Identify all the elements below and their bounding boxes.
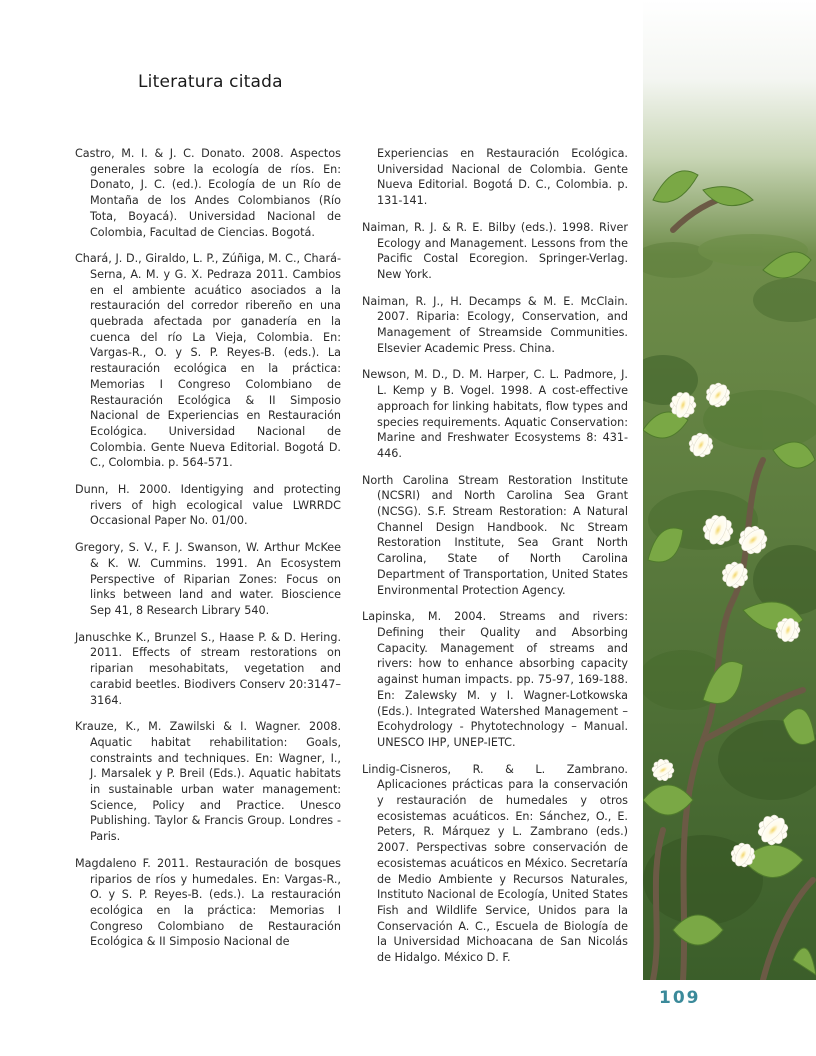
reference-entry: Lindig-Cisneros, R. & L. Zambrano. Aplicaciones prácticas para la conservación y restauración de humedales y otros ecosistemas acuáticos. En: Sánchez, O., E. Peters, R. Márquez y L. Zambrano (eds.) 2007. Perspectivas sobre conservación de ecosistemas acuáticos en México. Secretaría de Medio Ambiente y Recursos Naturales, Instituto Nacional de Ecología, United States Fish and Wildlife Service, Unidos para la Conservación A. C., Escuela de Biología de la Universidad Michoacana de San Nicolás de Hidalgo. México D. F. bbox=[362, 762, 628, 965]
reference-entry: Januschke K., Brunzel S., Haase P. & D. Hering. 2011. Effects of stream restorations on riparian mesohabitats, vegetation and carabid beetles. Biodivers Conserv 20:3147–3164. bbox=[75, 630, 341, 707]
reference-entry: Naiman, R. J. & R. E. Bilby (eds.). 1998. River Ecology and Management. Lessons from the Pacific Costal Ecoregion. Springer-Verlag. New York. bbox=[362, 220, 628, 281]
references-right-column bbox=[362, 146, 628, 977]
reference-entry: Magdaleno F. 2011. Restauración de bosques riparios de ríos y humedales. En: Vargas-R., O. y S. P. Reyes-B. (eds.). La restauración ecológica en la práctica: Memorias I Congreso Colombiano de Restauración Ecológica & II Simposio Nacional de bbox=[75, 856, 341, 949]
photo-illustration bbox=[643, 0, 816, 980]
reference-entry: Newson, M. D., D. M. Harper, C. L. Padmore, J. L. Kemp y B. Vogel. 1998. A cost-effective approach for linking habitats, flow types and species requirements. Aquatic Conservation: Marine and Freshwater Ecosystems 8: 431- 446. bbox=[362, 368, 628, 460]
references-left-column bbox=[75, 146, 341, 961]
reference-entry: North Carolina Stream Restoration Institute (NCSRI) and North Carolina Sea Grant (NCSG). S.F. Stream Restoration: A Natural Channel Design Handbook. Nc Stream Restoration Institute, Sea Grant North Carolina, State of North Carolina Department of Transportation, United States Environmental Protection Agency. bbox=[362, 473, 628, 597]
reference-entry: Lapinska, M. 2004. Streams and rivers: Defining their Quality and Absorbing Capacity. Management of streams and rivers: how to enhance absorbing capacity against human impacts. pp. 75-97, 169-188. En: Zalewsky M. y I. Wagner-Lotkowska (Eds.). Integrated Watershed Management – Ecohydrology - Phytotechnology – Manual. UNESCO IHP, UNEP-IETC. bbox=[362, 610, 628, 749]
reference-entry: Gregory, S. V., F. J. Swanson, W. Arthur McKee & K. W. Cummins. 1991. An Ecosystem Perspective of Riparian Zones: Focus on links between land and water. Bioscience Sep 41, 8 Research Library 540. bbox=[75, 541, 341, 617]
reference-entry: Chará, J. D., Giraldo, L. P., Zúñiga, M. C., Chará-Serna, A. M. y G. X. Pedraza 2011. Cambios en el ambiente acuático asociados a la restauración del corredor ribereño en una quebrada afectada por ganadería en la cuenca del río La Vieja, Colombia. En: Vargas-R., O. y S. P. Reyes-B. (eds.). La restauración ecológica en la práctica: Memorias I Congreso Colombiano de Restauración Ecológica & II Simposio Nacional de Experiencias en Restauración Ecológica. Universidad Nacional de Colombia. Gente Nueva Editorial. Bogotá D. C., Colombia. p. 564-571. bbox=[75, 252, 341, 470]
page-number: 109 bbox=[659, 988, 701, 1008]
reference-entry: Naiman, R. J., H. Decamps & M. E. McClain. 2007. Riparia: Ecology, Conservation, and Management of Streamside Communities. Elsevier Academic Press. China. bbox=[362, 294, 628, 355]
reference-entry: Dunn, H. 2000. Identigying and protecting rivers of high ecological value LWRRDC Occasional Paper No. 01/00. bbox=[75, 483, 341, 528]
reference-continuation: Experiencias en Restauración Ecológica. Universidad Nacional de Colombia. Gente Nueva Editorial. Bogotá D. C., Colombia. p. 131-141. bbox=[377, 147, 628, 208]
reference-entry: Krauze, K., M. Zawilski & I. Wagner. 2008. Aquatic habitat rehabilitation: Goals, constraints and techniques. En: Wagner, I., J. Marsalek y P. Breil (Eds.). Aquatic habitats in sustainable urban water management: Science, Policy and Practice. Unesco Publishing. Taylor & Francis Group. Londres - Paris. bbox=[75, 720, 341, 844]
plumeria-forest-photo bbox=[643, 0, 816, 980]
reference-entry: Castro, M. I. & J. C. Donato. 2008. Aspectos generales sobre la ecología de ríos. En: Donato, J. C. (ed.). Ecología de un Río de Montaña de los Andes Colombianos (Río Tota, Boyacá). Universidad Nacional de Colombia, Facultad de Ciencias. Bogotá. bbox=[75, 147, 341, 239]
page-title: Literatura citada bbox=[138, 72, 283, 92]
